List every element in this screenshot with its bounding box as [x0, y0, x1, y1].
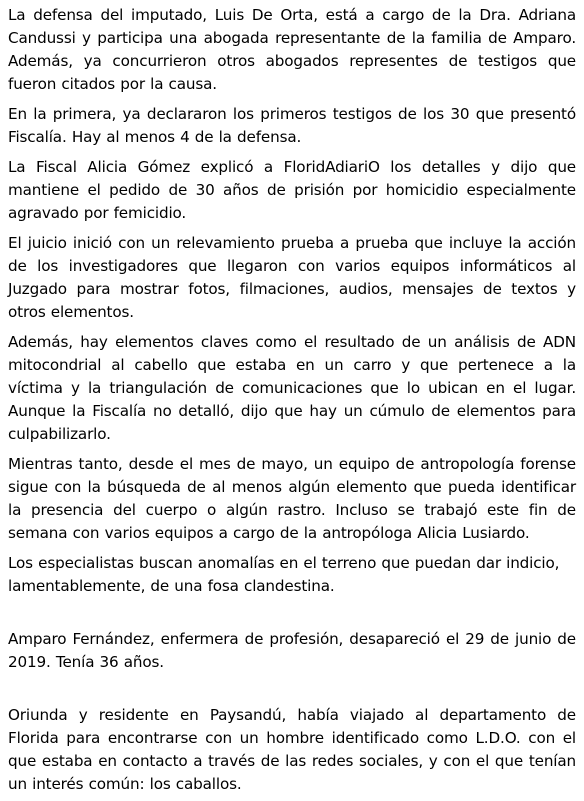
paragraph-background: Oriunda y residente en Paysandú, había viajado al departamento de Florida para encontrarse con un hombre identificado como L.D.O. con el que estaba en contacto a través de las redes sociales, y con el que tenían un interés común: los caballos.	[8, 706, 576, 793]
paragraph-specialists: Los especialistas buscan anomalías en el terreno que puedan dar indicio, lamentablemente, de una fosa clandestina.	[8, 554, 560, 595]
paragraph-disappearance: Amparo Fernández, enfermera de profesión, desapareció el 29 de junio de 2019. Tenía 36 años.	[8, 630, 576, 671]
paragraph-first-hearing: En la primera, ya declararon los primeros testigos de los 30 que presentó Fiscalía. Hay al menos 4 de la defensa.	[8, 105, 576, 146]
paragraph-forensic-search: Mientras tanto, desde el mes de mayo, un equipo de antropología forense sigue con la búsqueda de al menos algún elemento que pueda identificar la presencia del cuerpo o algún rastro. Incluso se trabajó este fin de semana con varios equipos a cargo de la antropóloga Alicia Lusiardo.	[8, 455, 576, 542]
paragraph-prosecutor: La Fiscal Alicia Gómez explicó a FloridAdiariO los detalles y dijo que mantiene el pedido de 30 años de prisión por homicidio especialmente agravado por femicidio.	[8, 158, 576, 222]
paragraph-evidence: Además, hay elementos claves como el resultado de un análisis de ADN mitocondrial al cabello que estaba en un carro y que pertenece a la víctima y la triangulación de comunicaciones que lo ubican en el lugar. Aunque la Fiscalía no detalló, dijo que hay un cúmulo de elementos para culpabilizarlo.	[8, 333, 576, 443]
paragraph-trial-start: El juicio inició con un relevamiento prueba a prueba que incluye la acción de los investigadores que llegaron con varios equipos informáticos al Juzgado para mostrar fotos, filmaciones, audios, mensajes de textos y otros elementos.	[8, 234, 576, 321]
paragraph-defense: La defensa del imputado, Luis De Orta, está a cargo de la Dra. Adriana Candussi y participa una abogada representante de la familia de Amparo. Además, ya concurrieron otros abogados representes de testigos que fueron citados por la causa.	[8, 6, 576, 93]
